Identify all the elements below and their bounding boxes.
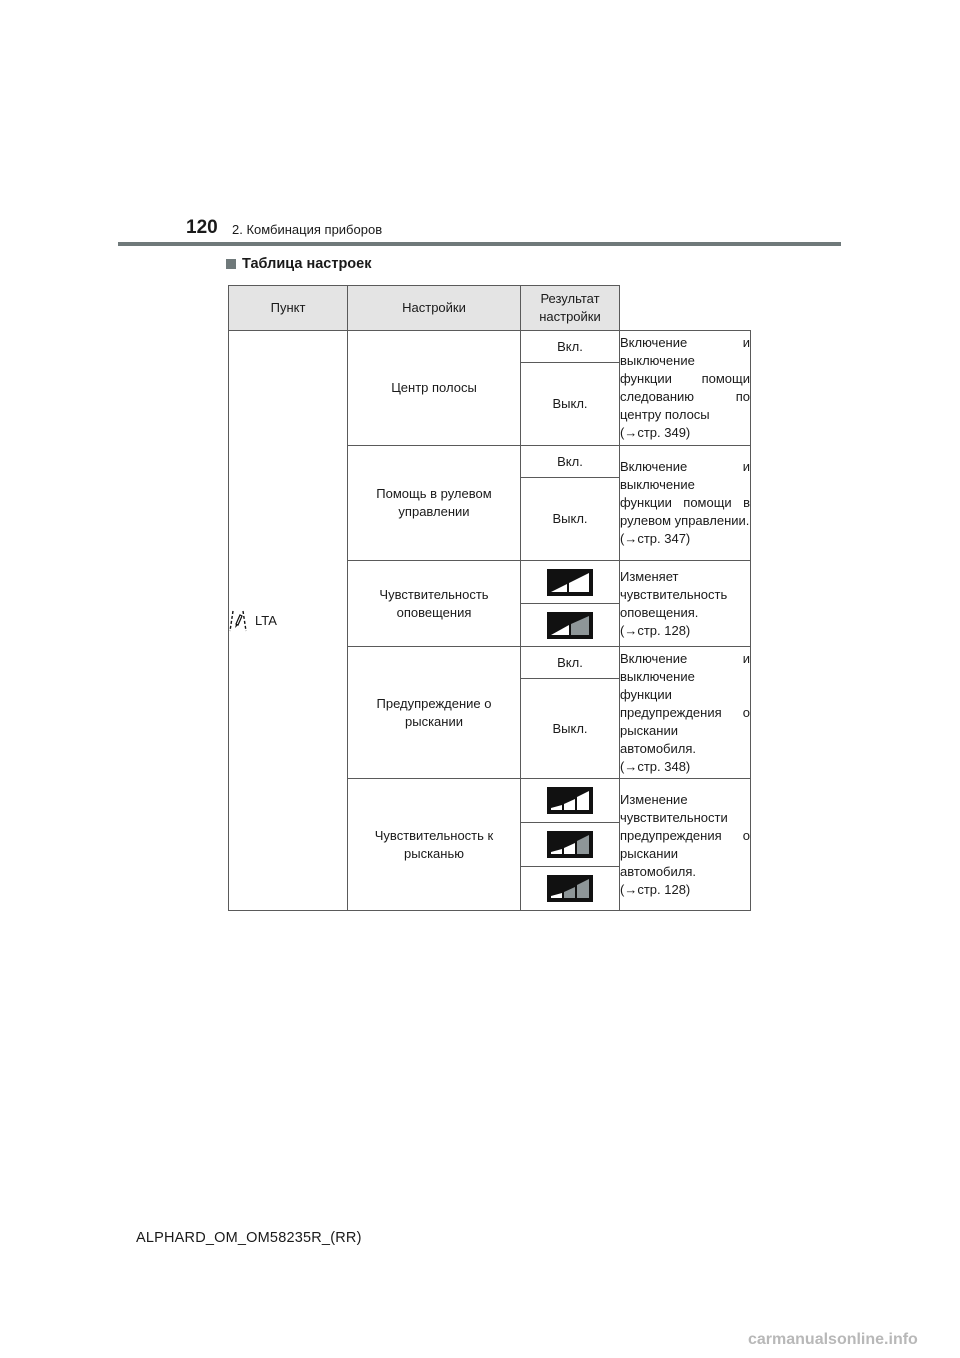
page-reference: (→стр. 128) (620, 622, 691, 638)
item-cell-lta (229, 331, 348, 911)
chapter-title: 2. Комбинация приборов (232, 222, 383, 237)
value-sensitivity-low (521, 604, 620, 647)
page-reference: (→стр. 349) (620, 425, 691, 440)
value-sensitivity-1 (521, 867, 620, 911)
square-bullet-icon (226, 259, 236, 269)
sensitivity-2-levels-icon (547, 831, 593, 858)
setting-lane-center: Центр полосы (348, 331, 521, 446)
setting-alert-sensitivity (348, 561, 521, 647)
value-sensitivity-high (521, 561, 620, 604)
table-header-row (229, 286, 751, 331)
table-row (229, 331, 751, 363)
sensitivity-3-levels-icon (547, 787, 593, 814)
setting-sway-sensitivity (348, 779, 521, 911)
column-header-result-label: Результат настройки (539, 291, 601, 324)
value-on: Вкл. (521, 647, 620, 679)
result-text: Включение и выключение функции предупреждения о рыскании автомобиля. (620, 650, 750, 756)
watermark: carmanualsonline.info (748, 1331, 918, 1348)
value-off: Выкл. (521, 478, 620, 561)
value-sensitivity-3 (521, 779, 620, 823)
column-header-item: Пункт (229, 286, 348, 331)
document-code: ALPHARD_OM_OM58235R_(RR) (136, 1230, 362, 1246)
result-alert-sensitivity (620, 561, 751, 647)
setting-steering-assist (348, 446, 521, 561)
page-reference: (→стр. 348) (620, 758, 691, 774)
value-off: Выкл. (521, 679, 620, 779)
result-sway-warning (620, 647, 751, 779)
result-text: Изменяет чувствительность оповещения. (620, 568, 728, 620)
result-text: Включение и выключение функции помощи в рулевом управлении. (620, 459, 750, 528)
header-rule (118, 242, 841, 246)
settings-table (228, 285, 751, 911)
setting-steering-assist-label: Помощь в рулевом управлении (376, 486, 492, 519)
page-reference: (→стр. 347) (620, 531, 691, 546)
section-title: Таблица настроек (242, 256, 372, 272)
result-lane-center (620, 331, 751, 446)
page-number: 120 (186, 217, 218, 238)
column-header-result (521, 286, 620, 331)
result-steering-assist (620, 446, 751, 561)
value-on: Вкл. (521, 446, 620, 478)
result-text: Изменение чувствительности предупреждения о рыскании автомобиля. (620, 791, 750, 879)
item-label: LTA (255, 612, 277, 628)
sensitivity-low-icon (547, 612, 593, 639)
setting-alert-sensitivity-label: Чувствительность оповещения (379, 586, 489, 620)
value-off: Выкл. (521, 363, 620, 446)
sensitivity-1-level-icon (547, 875, 593, 902)
setting-sway-sensitivity-label: Чувствительность к рысканью (374, 827, 494, 861)
result-sway-sensitivity (620, 779, 751, 911)
section-heading (226, 254, 372, 274)
setting-sway-warning-label: Предупреждение о рыскании (376, 695, 492, 729)
value-on: Вкл. (521, 331, 620, 363)
sensitivity-high-icon (547, 569, 593, 596)
lane-tracing-assist-icon (229, 610, 247, 632)
result-text: Включение и выключение функции помощи следованию по центру полосы (620, 335, 750, 422)
value-sensitivity-2 (521, 823, 620, 867)
setting-sway-warning (348, 647, 521, 779)
column-header-settings: Настройки (348, 286, 521, 331)
page-reference: (→стр. 128) (620, 881, 691, 897)
